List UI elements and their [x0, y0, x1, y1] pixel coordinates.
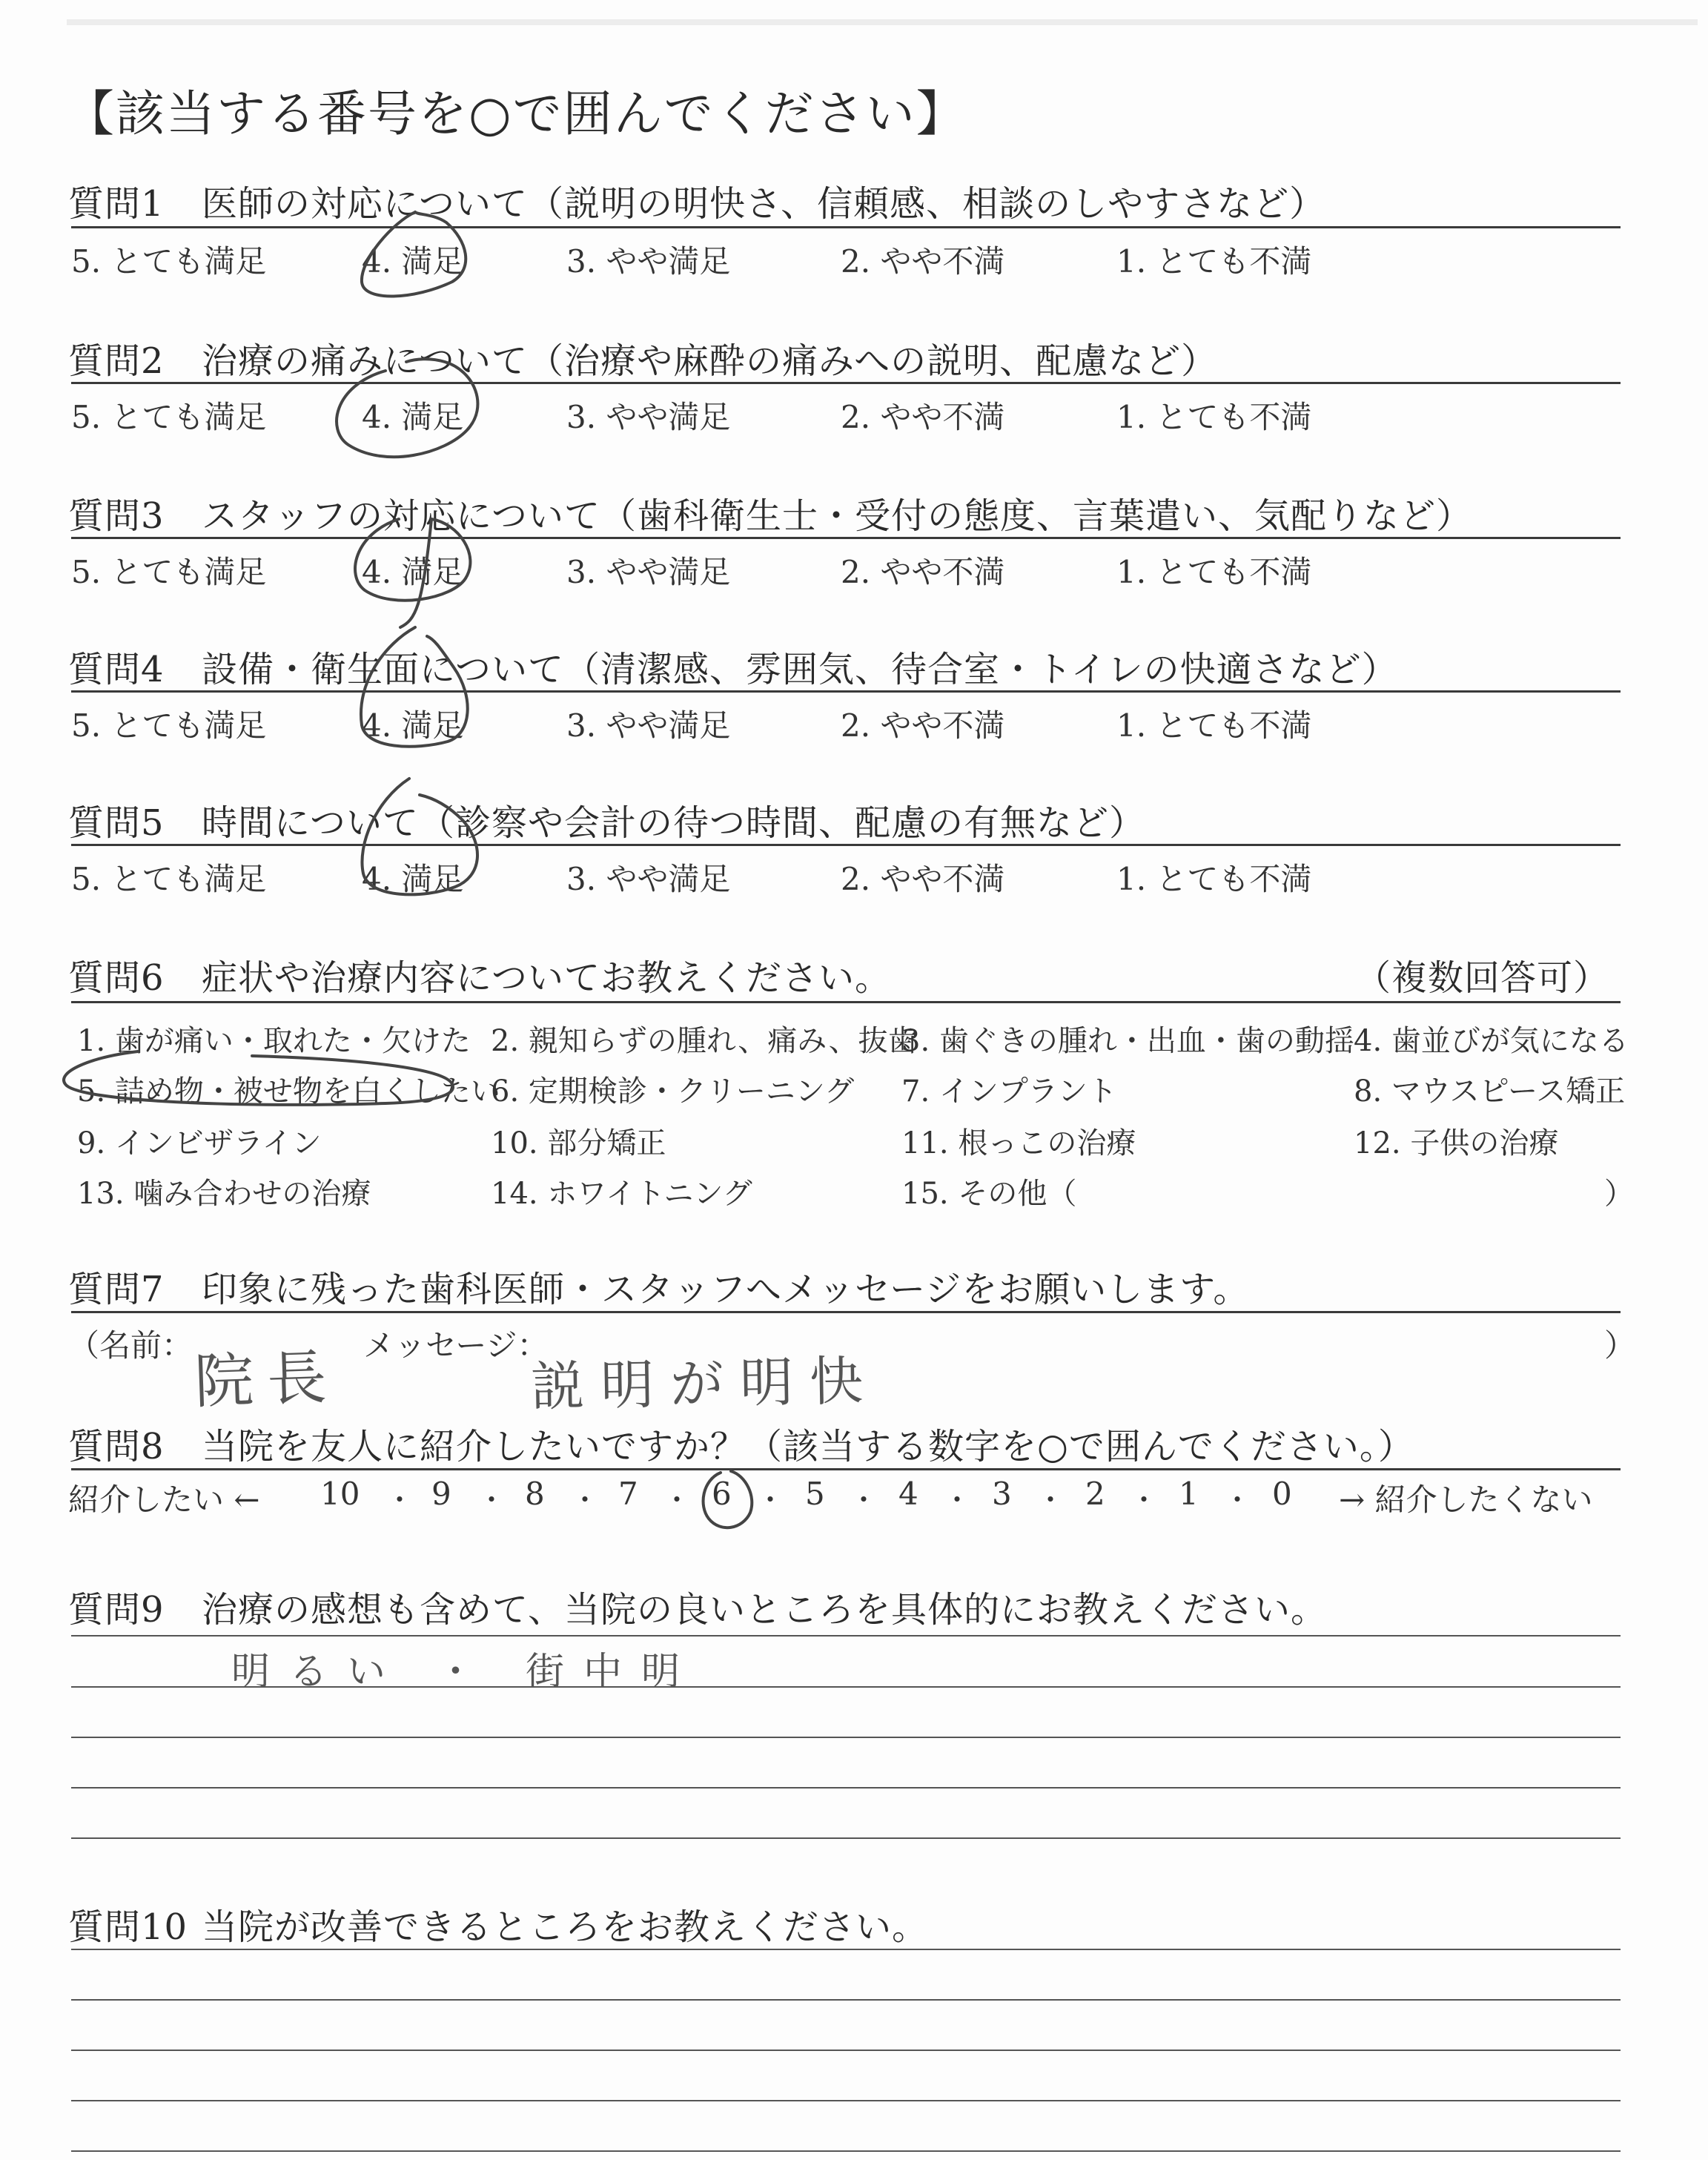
q7-handwritten-message[interactable]: 説明が明快 [530, 1349, 880, 1418]
q6-other-close: ） [1604, 1177, 1634, 1211]
q8-sep: ・ [850, 1484, 878, 1516]
q6-label: 質問6 [68, 957, 165, 999]
q6-item-11[interactable]: 11. 根っこの治療 [901, 1126, 1136, 1160]
q8-sep: ・ [1130, 1484, 1159, 1516]
q1-answer-circle [362, 212, 466, 297]
q9-label: 質問9 [68, 1589, 165, 1631]
q4-option-3[interactable]: 3. やや満足 [566, 707, 731, 744]
q7-label: 質問7 [68, 1269, 165, 1310]
q4-label: 質問4 [68, 649, 165, 690]
q5-option-2[interactable]: 2. やや不満 [841, 861, 1005, 897]
q7-close-paren: ） [1604, 1327, 1636, 1364]
q6-item-8[interactable]: 8. マウスピース矯正 [1354, 1074, 1626, 1109]
q10-label: 質問10 [68, 1906, 188, 1948]
q6-item-5-circle [64, 1051, 453, 1105]
q4-option-1[interactable]: 1. とても不満 [1116, 707, 1312, 744]
q8-sep: ・ [663, 1484, 692, 1516]
q4-option-5[interactable]: 5. とても満足 [71, 707, 267, 744]
q8-scale-0[interactable]: 0 [1272, 1476, 1292, 1512]
q8-sep: ・ [1223, 1484, 1252, 1516]
q6-item-1[interactable]: 1. 歯が痛い・取れた・欠けた [77, 1024, 471, 1058]
q8-scale-5[interactable]: 5 [805, 1476, 825, 1512]
q7-message-label: メッセージ： [363, 1327, 549, 1364]
q10-text: 当院が改善できるところをお教えください。 [202, 1906, 929, 1948]
q2-answer-circle [337, 359, 477, 457]
q1-option-2[interactable]: 2. やや不満 [841, 243, 1005, 280]
q6-item-3[interactable]: 3. 歯ぐきの腫れ・出血・歯の動揺 [901, 1024, 1354, 1058]
q5-option-4[interactable]: 4. 満足 [362, 861, 464, 897]
q8-sep: ・ [1036, 1484, 1065, 1516]
q7-name-label: （名前： [68, 1327, 193, 1364]
q6-item-10[interactable]: 10. 部分矯正 [491, 1126, 666, 1160]
q6-text: 症状や治療内容についてお教えください。 [202, 957, 892, 999]
q1-label: 質問1 [68, 183, 165, 225]
q6-item-15[interactable]: 15. その他（ [901, 1177, 1077, 1211]
q8-sep: ・ [571, 1484, 600, 1516]
q6-item-2[interactable]: 2. 親知らずの腫れ、痛み、抜歯 [491, 1024, 918, 1058]
q8-sep: ・ [943, 1484, 972, 1516]
q4-text: 設備・衛生面について（清潔感、雰囲気、待合室・トイレの快適さなど） [202, 649, 1398, 690]
q3-answer-circle [355, 519, 470, 627]
q7-handwritten-name[interactable]: 院長 [193, 1342, 341, 1417]
q2-text: 治療の痛みについて（治療や麻酔の痛みへの説明、配慮など） [202, 340, 1218, 382]
q6-item-14[interactable]: 14. ホワイトニング [491, 1177, 752, 1211]
q8-right-label: → 紹介したくない [1339, 1482, 1593, 1518]
q1-option-4[interactable]: 4. 満足 [362, 243, 464, 280]
q6-item-6[interactable]: 6. 定期検診・クリーニング [491, 1074, 855, 1109]
q4-answer-circle [361, 627, 468, 747]
q8-sep: ・ [385, 1484, 414, 1516]
q3-option-3[interactable]: 3. やや満足 [566, 554, 731, 590]
q4-option-2[interactable]: 2. やや不満 [841, 707, 1005, 744]
q5-answer-circle [362, 779, 477, 894]
q6-item-12[interactable]: 12. 子供の治療 [1354, 1126, 1559, 1160]
q2-option-3[interactable]: 3. やや満足 [566, 399, 731, 435]
q1-option-5[interactable]: 5. とても満足 [71, 243, 267, 280]
q2-option-5[interactable]: 5. とても満足 [71, 399, 267, 435]
q8-text: 当院を友人に紹介したいですか？（該当する数字を○で囲んでください。） [202, 1426, 1414, 1467]
q2-label: 質問2 [68, 340, 165, 382]
q2-option-2[interactable]: 2. やや不満 [841, 399, 1005, 435]
q6-item-4[interactable]: 4. 歯並びが気になる [1354, 1024, 1629, 1058]
q6-item-5[interactable]: 5. 詰め物・被せ物を白くしたい [77, 1074, 500, 1109]
q9-handwritten-answer[interactable]: 明るい ・ 街中明 [231, 1650, 700, 1694]
q8-scale-6[interactable]: 6 [712, 1476, 732, 1512]
q3-option-4[interactable]: 4. 満足 [362, 554, 464, 590]
q8-label: 質問8 [68, 1426, 165, 1467]
q8-scale-1[interactable]: 1 [1179, 1476, 1199, 1512]
q1-option-1[interactable]: 1. とても不満 [1116, 243, 1312, 280]
q2-option-4[interactable]: 4. 満足 [362, 399, 464, 435]
q8-sep: ・ [477, 1484, 506, 1516]
q6-item-7[interactable]: 7. インプラント [901, 1074, 1117, 1109]
q8-scale-7[interactable]: 7 [618, 1476, 638, 1512]
q8-left-label: 紹介したい ← [68, 1482, 260, 1518]
q3-text: スタッフの対応について（歯科衛生士・受付の態度、言葉遣い、気配りなど） [202, 495, 1473, 537]
q1-option-3[interactable]: 3. やや満足 [566, 243, 731, 280]
q8-scale-2[interactable]: 2 [1085, 1476, 1105, 1512]
q6-note: （複数回答可） [1355, 957, 1610, 999]
q6-item-13[interactable]: 13. 噛み合わせの治療 [77, 1177, 371, 1211]
q7-text: 印象に残った歯科医師・スタッフへメッセージをお願いします。 [202, 1269, 1250, 1310]
page-title: 【該当する番号を○で囲んでください】 [65, 85, 967, 142]
q8-scale-3[interactable]: 3 [992, 1476, 1012, 1512]
q5-label: 質問5 [68, 802, 165, 844]
q5-option-3[interactable]: 3. やや満足 [566, 861, 731, 897]
q3-option-1[interactable]: 1. とても不満 [1116, 554, 1312, 590]
q5-option-5[interactable]: 5. とても満足 [71, 861, 267, 897]
q4-option-4[interactable]: 4. 満足 [362, 707, 464, 744]
q8-sep: ・ [756, 1484, 785, 1516]
q5-text: 時間について（診察や会計の待つ時間、配慮の有無など） [202, 802, 1146, 844]
q8-scale-6-circle [704, 1471, 752, 1527]
q6-item-9[interactable]: 9. インビザライン [77, 1126, 322, 1160]
q9-text: 治療の感想も含めて、当院の良いところを具体的にお教えください。 [202, 1589, 1328, 1631]
q3-option-5[interactable]: 5. とても満足 [71, 554, 267, 590]
q8-scale-8[interactable]: 8 [525, 1476, 545, 1512]
q2-option-1[interactable]: 1. とても不満 [1116, 399, 1312, 435]
q8-scale-10[interactable]: 10 [320, 1476, 360, 1512]
q8-scale-9[interactable]: 9 [431, 1476, 451, 1512]
q5-option-1[interactable]: 1. とても不満 [1116, 861, 1312, 897]
q3-option-2[interactable]: 2. やや不満 [841, 554, 1005, 590]
q8-scale-4[interactable]: 4 [898, 1476, 918, 1512]
q3-label: 質問3 [68, 495, 165, 537]
q1-text: 医師の対応について（説明の明快さ、信頼感、相談のしやすさなど） [202, 183, 1326, 225]
